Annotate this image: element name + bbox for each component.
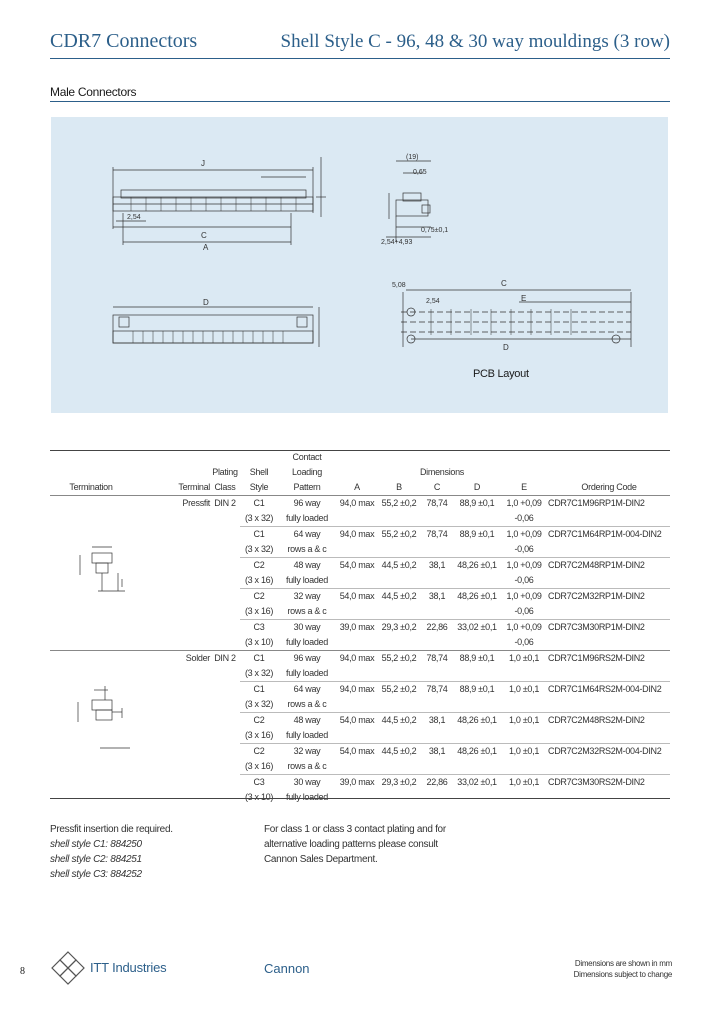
dim-5-08: 5,08	[392, 282, 406, 289]
contact-cell: fully loaded	[286, 730, 328, 740]
dim-pcb-c: C	[501, 279, 507, 288]
table-row	[50, 620, 670, 636]
contact-cell: 32 way	[278, 589, 336, 605]
d-cell	[454, 511, 500, 527]
header-termination: Termination	[50, 480, 132, 496]
terminal-cell: Solder	[132, 651, 210, 667]
brand-name: Cannon	[264, 961, 310, 976]
plating-cell	[210, 511, 240, 527]
e-cell: -0,06	[514, 575, 534, 585]
contact-cell: fully loaded	[286, 792, 328, 802]
d-cell: 33,02 ±0,1	[454, 775, 500, 791]
footnote-line-1: Dimensions are shown in mm	[574, 959, 672, 968]
table-row	[50, 542, 670, 558]
table-row	[50, 651, 670, 667]
plating-note	[264, 822, 474, 867]
page-subtitle: Shell Style C - 96, 48 & 30 way mouldings (3 row)	[280, 31, 670, 52]
c-cell: 78,74	[420, 496, 454, 512]
b-cell: 29,3 ±0,2	[378, 775, 420, 791]
contact-cell: rows a & c	[287, 761, 327, 771]
shell-cell: (3 x 16)	[244, 730, 274, 740]
c-cell: 78,74	[420, 651, 454, 667]
terminal-cell	[132, 713, 210, 729]
table-row	[50, 713, 670, 729]
shell-cell: C1	[240, 527, 278, 543]
shell-cell: C2	[240, 744, 278, 760]
a-cell	[336, 604, 378, 620]
shell-cell: C1	[240, 651, 278, 667]
code-cell: CDR7C2M48RP1M-DIN2	[548, 558, 670, 574]
table-row	[50, 682, 670, 698]
b-cell: 55,2 ±0,2	[378, 682, 420, 698]
e-cell	[500, 666, 548, 682]
header-terminal: Terminal	[132, 480, 210, 496]
contact-cell: 32 way	[278, 744, 336, 760]
table-row	[50, 511, 670, 527]
a-cell: 94,0 max	[336, 682, 378, 698]
bottom-view	[113, 307, 319, 347]
terminal-cell	[132, 573, 210, 589]
e-cell: 1,0 +0,09	[500, 496, 548, 512]
shell-cell: (3 x 32)	[244, 668, 274, 678]
termination-cell	[50, 666, 132, 682]
e-cell: 1,0 ±0,1	[500, 775, 548, 791]
a-cell	[336, 728, 378, 744]
plating-cell	[210, 635, 240, 651]
header-contact-1: Contact	[292, 452, 322, 462]
terminal-cell	[132, 589, 210, 605]
solder-pin-diagram	[70, 682, 140, 752]
code-cell: CDR7C1M64RS2M-004-DIN2	[548, 682, 670, 698]
terminal-cell	[132, 682, 210, 698]
e-cell: -0,06	[514, 606, 534, 616]
e-cell	[500, 728, 548, 744]
shell-cell: C1	[240, 496, 278, 512]
plating-cell	[210, 697, 240, 713]
code-cell	[548, 604, 670, 620]
plating-cell	[210, 589, 240, 605]
e-cell	[500, 759, 548, 775]
dim-c: C	[201, 231, 207, 240]
table-row	[50, 496, 670, 512]
c-cell	[420, 542, 454, 558]
d-cell: 48,26 ±0,1	[454, 589, 500, 605]
b-cell	[378, 759, 420, 775]
termination-cell	[50, 511, 132, 527]
b-cell: 44,5 ±0,2	[378, 744, 420, 760]
dim-d: D	[203, 298, 209, 307]
plating-cell	[210, 666, 240, 682]
a-cell: 94,0 max	[336, 651, 378, 667]
terminal-cell: Pressfit	[132, 496, 210, 512]
pressfit-pin-diagram	[70, 535, 140, 605]
d-cell: 88,9 ±0,1	[454, 651, 500, 667]
c-cell	[420, 604, 454, 620]
a-cell: 94,0 max	[336, 496, 378, 512]
table-row	[50, 635, 670, 651]
shell-cell: C2	[240, 558, 278, 574]
e-cell: -0,06	[514, 637, 534, 647]
note-right-line-1: For class 1 or class 3 contact plating and for	[264, 824, 446, 835]
table-row	[50, 759, 670, 775]
shell-cell: C3	[240, 775, 278, 791]
code-cell: CDR7C1M64RP1M-004-DIN2	[548, 527, 670, 543]
code-cell	[548, 542, 670, 558]
dim-2-54-4-93: 2,54+4,93	[381, 239, 413, 246]
terminal-cell	[132, 775, 210, 791]
terminal-cell	[132, 542, 210, 558]
b-cell	[378, 511, 420, 527]
contact-cell: rows a & c	[287, 606, 327, 616]
termination-cell	[50, 620, 132, 636]
b-cell: 55,2 ±0,2	[378, 651, 420, 667]
d-cell	[454, 635, 500, 651]
header-dimensions: Dimensions	[419, 467, 465, 477]
a-cell	[336, 697, 378, 713]
d-cell: 33,02 ±0,1	[454, 620, 500, 636]
header-plating-1: Plating	[212, 467, 238, 477]
plating-cell	[210, 728, 240, 744]
d-cell	[454, 604, 500, 620]
terminal-cell	[132, 511, 210, 527]
page-title: CDR7 Connectors	[50, 30, 198, 52]
d-cell	[454, 666, 500, 682]
contact-cell: 96 way	[278, 496, 336, 512]
c-cell	[420, 511, 454, 527]
code-cell: CDR7C2M32RP1M-DIN2	[548, 589, 670, 605]
code-cell: CDR7C2M48RS2M-DIN2	[548, 713, 670, 729]
code-cell	[548, 759, 670, 775]
technical-drawing-panel	[51, 117, 668, 413]
header-dim-d: D	[454, 480, 500, 496]
terminal-cell	[132, 697, 210, 713]
termination-cell	[50, 604, 132, 620]
d-cell: 48,26 ±0,1	[454, 558, 500, 574]
dim-2-54: 2,54	[127, 214, 141, 221]
terminal-cell	[132, 759, 210, 775]
termination-cell	[50, 635, 132, 651]
code-cell	[548, 511, 670, 527]
a-cell: 39,0 max	[336, 620, 378, 636]
plating-cell	[210, 542, 240, 558]
shell-cell: (3 x 32)	[244, 544, 274, 554]
plating-cell	[210, 759, 240, 775]
plating-cell	[210, 604, 240, 620]
shell-cell: (3 x 16)	[244, 606, 274, 616]
d-cell: 48,26 ±0,1	[454, 744, 500, 760]
c-cell: 38,1	[420, 713, 454, 729]
e-cell: -0,06	[514, 544, 534, 554]
terminal-cell	[132, 635, 210, 651]
contact-cell: fully loaded	[286, 513, 328, 523]
note-title: Pressfit insertion die required.	[50, 824, 173, 835]
note-c2: shell style C2: 884251	[50, 854, 142, 865]
header-ordering-code: Ordering Code	[548, 480, 670, 496]
code-cell	[548, 573, 670, 589]
e-cell: 1,0 +0,09	[500, 620, 548, 636]
code-cell: CDR7C1M96RP1M-DIN2	[548, 496, 670, 512]
e-cell: 1,0 ±0,1	[500, 682, 548, 698]
b-cell: 29,3 ±0,2	[378, 620, 420, 636]
termination-cell	[50, 496, 132, 512]
e-cell: 1,0 ±0,1	[500, 713, 548, 729]
terminal-cell	[132, 620, 210, 636]
header-contact-3: Pattern	[278, 480, 336, 496]
c-cell: 78,74	[420, 682, 454, 698]
c-cell	[420, 635, 454, 651]
code-cell: CDR7C2M32RS2M-004-DIN2	[548, 744, 670, 760]
plating-cell	[210, 744, 240, 760]
header-plating-2: Class	[210, 480, 240, 496]
c-cell	[420, 697, 454, 713]
d-cell: 88,9 ±0,1	[454, 527, 500, 543]
a-cell: 54,0 max	[336, 744, 378, 760]
header-dim-a: A	[336, 480, 378, 496]
section-divider	[50, 101, 670, 102]
a-cell: 54,0 max	[336, 558, 378, 574]
front-view	[113, 157, 326, 245]
shell-cell: (3 x 32)	[244, 699, 274, 709]
header-shell-1: Shell	[249, 467, 269, 477]
plating-cell: DIN 2	[210, 651, 240, 667]
termination-cell	[50, 759, 132, 775]
dim-0-75: 0,75±0,1	[421, 227, 449, 234]
shell-cell: C1	[240, 682, 278, 698]
plating-cell	[210, 775, 240, 791]
contact-cell: 48 way	[278, 558, 336, 574]
code-cell	[548, 728, 670, 744]
termination-cell	[50, 651, 132, 667]
code-cell: CDR7C3M30RS2M-DIN2	[548, 775, 670, 791]
dim-a: A	[203, 243, 209, 252]
contact-cell: 30 way	[278, 620, 336, 636]
terminal-cell	[132, 728, 210, 744]
note-c3: shell style C3: 884252	[50, 869, 142, 880]
table-row	[50, 527, 670, 543]
b-cell	[378, 542, 420, 558]
code-cell	[548, 635, 670, 651]
c-cell: 78,74	[420, 527, 454, 543]
contact-cell: rows a & c	[287, 699, 327, 709]
table-row	[50, 697, 670, 713]
c-cell	[420, 728, 454, 744]
table-row	[50, 666, 670, 682]
contact-cell: fully loaded	[286, 668, 328, 678]
a-cell	[336, 511, 378, 527]
dim-pcb-d: D	[503, 343, 509, 352]
c-cell: 22,86	[420, 775, 454, 791]
contact-cell: 64 way	[278, 682, 336, 698]
contact-cell: 48 way	[278, 713, 336, 729]
e-cell: -0,06	[514, 513, 534, 523]
a-cell	[336, 573, 378, 589]
shell-cell: C2	[240, 713, 278, 729]
c-cell: 38,1	[420, 744, 454, 760]
c-cell: 22,86	[420, 620, 454, 636]
code-cell	[548, 697, 670, 713]
page-number: 8	[20, 966, 25, 977]
contact-cell: fully loaded	[286, 637, 328, 647]
e-cell: 1,0 +0,09	[500, 589, 548, 605]
dim-19: (19)	[406, 154, 419, 161]
dimensions-footnote	[574, 958, 672, 980]
shell-cell: (3 x 10)	[244, 792, 274, 802]
a-cell	[336, 635, 378, 651]
d-cell	[454, 542, 500, 558]
header-contact-2: Loading	[292, 467, 322, 477]
table-row	[50, 589, 670, 605]
b-cell	[378, 573, 420, 589]
terminal-cell	[132, 604, 210, 620]
header-dim-e: E	[500, 480, 548, 496]
terminal-cell	[132, 666, 210, 682]
d-cell: 48,26 ±0,1	[454, 713, 500, 729]
plating-cell	[210, 620, 240, 636]
e-cell: 1,0 ±0,1	[500, 651, 548, 667]
e-cell: 1,0 ±0,1	[500, 744, 548, 760]
e-cell	[500, 697, 548, 713]
a-cell: 54,0 max	[336, 713, 378, 729]
shell-cell: (3 x 16)	[244, 761, 274, 771]
dim-pcb-e: E	[521, 294, 527, 303]
code-cell	[548, 666, 670, 682]
terminal-cell	[132, 527, 210, 543]
a-cell	[336, 542, 378, 558]
b-cell	[378, 635, 420, 651]
code-cell: CDR7C1M96RS2M-DIN2	[548, 651, 670, 667]
e-cell: 1,0 +0,09	[500, 527, 548, 543]
contact-cell: 64 way	[278, 527, 336, 543]
termination-cell	[50, 775, 132, 791]
pressfit-note	[50, 822, 173, 882]
table-row	[50, 558, 670, 574]
a-cell: 39,0 max	[336, 775, 378, 791]
dim-2-54b: 2,54	[426, 298, 440, 305]
d-cell	[454, 759, 500, 775]
b-cell: 44,5 ±0,2	[378, 589, 420, 605]
c-cell: 38,1	[420, 589, 454, 605]
b-cell: 44,5 ±0,2	[378, 713, 420, 729]
header-divider	[50, 58, 670, 59]
shell-cell: (3 x 16)	[244, 575, 274, 585]
c-cell	[420, 759, 454, 775]
table-bottom-rule	[50, 798, 670, 799]
code-cell: CDR7C3M30RP1M-DIN2	[548, 620, 670, 636]
e-cell: 1,0 +0,09	[500, 558, 548, 574]
a-cell	[336, 759, 378, 775]
d-cell	[454, 728, 500, 744]
header-dim-b: B	[378, 480, 420, 496]
plating-cell	[210, 682, 240, 698]
c-cell	[420, 573, 454, 589]
header-dim-c: C	[420, 480, 454, 496]
contact-cell: 96 way	[278, 651, 336, 667]
shell-cell: (3 x 10)	[244, 637, 274, 647]
c-cell: 38,1	[420, 558, 454, 574]
note-right-line-3: Cannon Sales Department.	[264, 854, 378, 865]
b-cell	[378, 604, 420, 620]
b-cell: 44,5 ±0,2	[378, 558, 420, 574]
technical-drawing	[51, 117, 668, 413]
d-cell: 88,9 ±0,1	[454, 496, 500, 512]
table-row	[50, 604, 670, 620]
plating-cell: DIN 2	[210, 496, 240, 512]
b-cell	[378, 728, 420, 744]
shell-cell: C3	[240, 620, 278, 636]
note-right-line-2: alternative loading patterns please consult	[264, 839, 438, 850]
itt-logo-icon	[50, 950, 86, 986]
a-cell: 94,0 max	[336, 527, 378, 543]
terminal-cell	[132, 744, 210, 760]
table-row	[50, 775, 670, 791]
b-cell: 55,2 ±0,2	[378, 527, 420, 543]
footnote-line-2: Dimensions subject to change	[573, 970, 672, 979]
terminal-cell	[132, 558, 210, 574]
c-cell	[420, 666, 454, 682]
shell-cell: (3 x 32)	[244, 513, 274, 523]
b-cell	[378, 666, 420, 682]
plating-cell	[210, 573, 240, 589]
header-shell-2: Style	[240, 480, 278, 496]
plating-cell	[210, 713, 240, 729]
a-cell	[336, 666, 378, 682]
section-title: Male Connectors	[50, 85, 137, 99]
table-row	[50, 728, 670, 744]
company-name: ITT Industries	[90, 960, 167, 975]
d-cell: 88,9 ±0,1	[454, 682, 500, 698]
plating-cell	[210, 527, 240, 543]
b-cell: 55,2 ±0,2	[378, 496, 420, 512]
contact-cell: fully loaded	[286, 575, 328, 585]
pcb-layout-label: PCB Layout	[473, 368, 529, 380]
specification-table	[50, 450, 670, 805]
contact-cell: 30 way	[278, 775, 336, 791]
d-cell	[454, 697, 500, 713]
note-c1: shell style C1: 884250	[50, 839, 142, 850]
table-row	[50, 573, 670, 589]
shell-cell: C2	[240, 589, 278, 605]
dim-j: J	[201, 159, 205, 168]
table-row	[50, 744, 670, 760]
plating-cell	[210, 558, 240, 574]
a-cell: 54,0 max	[336, 589, 378, 605]
b-cell	[378, 697, 420, 713]
d-cell	[454, 573, 500, 589]
dim-0-65: 0,65	[413, 169, 427, 176]
contact-cell: rows a & c	[287, 544, 327, 554]
